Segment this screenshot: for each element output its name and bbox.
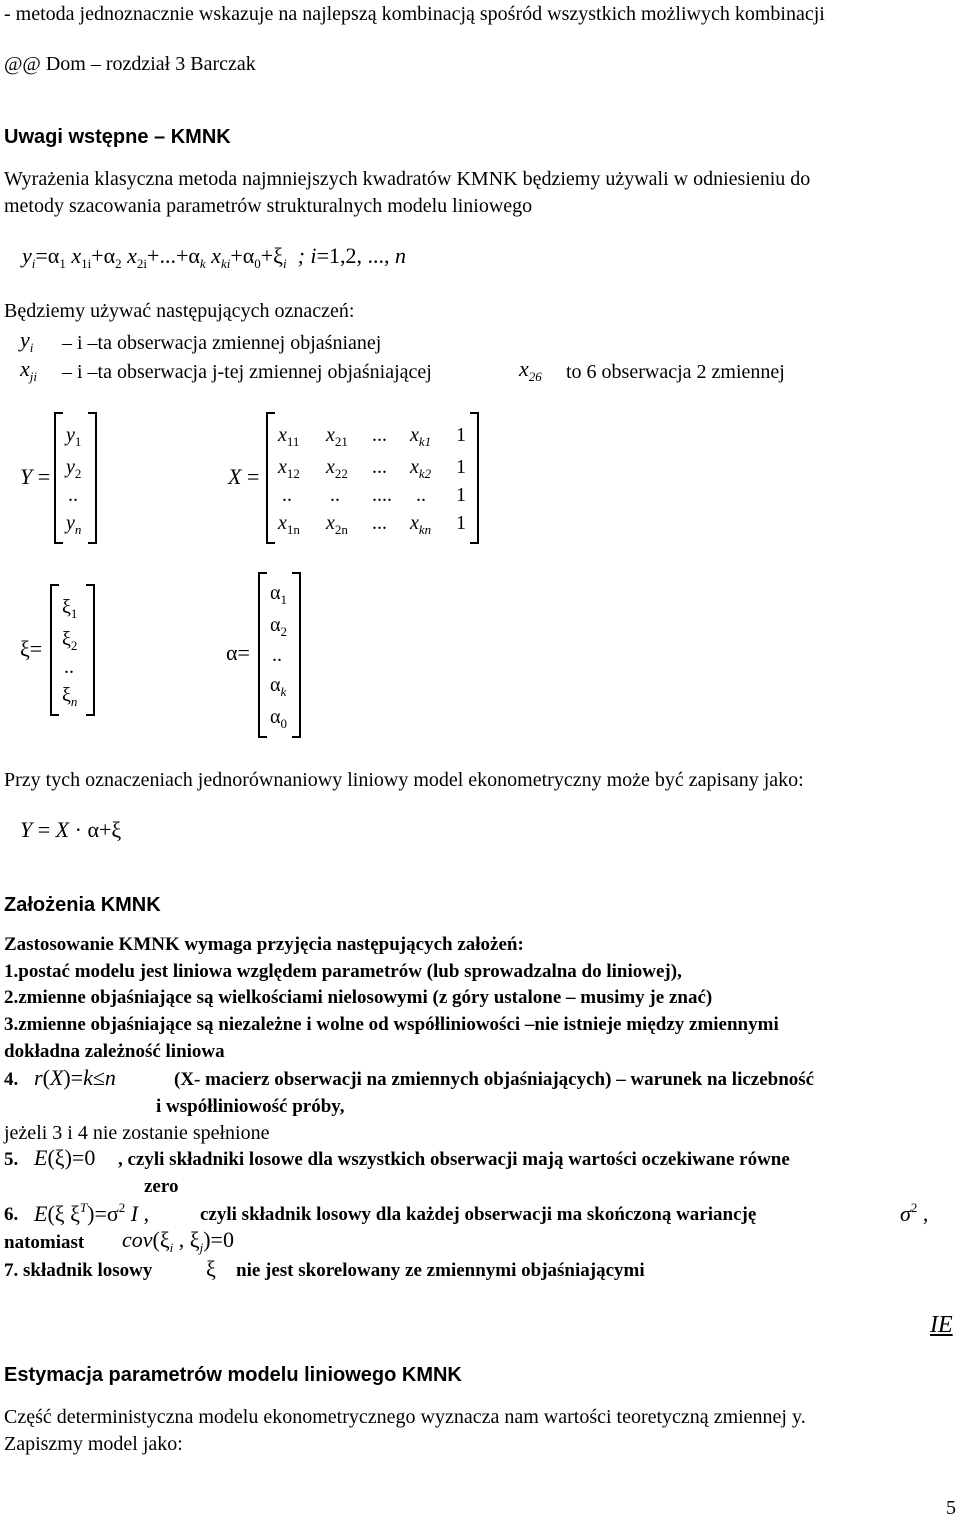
assumption-7: 7. składnik losowy	[4, 1260, 153, 1281]
expectation-formula: E(ξ)=0	[34, 1145, 96, 1170]
section-heading: Estymacja parametrów modelu liniowego KMNK	[4, 1364, 462, 1386]
paragraph-line: Zapiszmy model jako:	[4, 1433, 183, 1455]
assumption-1: 1.postać modelu jest liniowa względem parametrów (lub sprowadzalna do liniowej),	[4, 961, 682, 982]
section-heading: Uwagi wstępne – KMNK	[4, 126, 231, 148]
page-number: 5	[946, 1497, 956, 1519]
paragraph-line: Wyrażenia klasyczna metoda najmniejszych kwadratów KMNK będziemy używali w odniesieniu do	[4, 168, 811, 190]
assumption-4: (X- macierz obserwacji na zmiennych objaśniających) – warunek na liczebność	[174, 1069, 815, 1090]
assumption-3-cont: dokładna zależność liniowa	[4, 1041, 225, 1062]
text-line: - metoda jednoznacznie wskazuje na najlepszą kombinacją spośród wszystkich możliwych kombinacji	[4, 3, 825, 25]
paragraph-line: jeżeli 3 i 4 nie zostanie spełnione	[4, 1122, 270, 1144]
variance-formula: E(ξ $\xi^T)=\sigma^2$ I ,	[34, 1200, 150, 1226]
assumption-7-text: nie jest skorelowany ze zmiennymi objaśniającymi	[236, 1260, 645, 1281]
xi-symbol: ξ	[206, 1256, 216, 1281]
assumption-6-cont: natomiast	[4, 1232, 85, 1253]
symbol-x26: $x_{26}$	[519, 356, 542, 384]
matrix-model-equation: Y = X · α+ξ	[20, 817, 122, 842]
text-line: @@ Dom – rozdział 3 Barczak	[4, 53, 256, 75]
rank-formula: r(X)=k≤n	[34, 1065, 116, 1090]
notation-desc: to 6 obserwacja 2 zmiennej	[566, 361, 785, 383]
paragraph-line: metody szacowania parametrów strukturalnych modelu liniowego	[4, 195, 533, 217]
assumption-5: , czyli składniki losowe dla wszystkich obserwacji mają wartości oczekiwane równe	[118, 1149, 790, 1170]
assumption-2: 2.zmienne objaśniające są wielkościami nielosowymi (z góry ustalone – musimy je znać)	[4, 987, 713, 1008]
symbol-xji: $x_{ji}$	[20, 356, 37, 384]
assumption-5-cont: zero	[144, 1176, 179, 1197]
assumption-4-number: 4.	[4, 1069, 19, 1090]
notation-desc: – i –ta obserwacja zmiennej objaśnianej	[62, 332, 382, 354]
notation-desc: – i –ta obserwacja j-tej zmiennej objaśniającej	[62, 361, 432, 383]
section-heading: Założenia KMNK	[4, 894, 161, 916]
assumption-6: czyli składnik losowy dla każdej obserwacji ma skończoną wariancję	[200, 1204, 757, 1225]
paragraph-line: Część deterministyczna modelu ekonometrycznego wyznacza nam wartości teoretyczną zmiennej y.	[4, 1406, 806, 1428]
assumption-intro: Zastosowanie KMNK wymaga przyjęcia następujących założeń:	[4, 934, 524, 955]
paragraph-line: Będziemy używać następujących oznaczeń:	[4, 300, 355, 322]
paragraph-line: Przy tych oznaczeniach jednorównaniowy liniowy model ekonometryczny może być zapisany jako:	[4, 769, 804, 791]
assumption-3: 3.zmienne objaśniające są niezależne i wolne od współliniowości –nie istnieje między zmiennymi	[4, 1014, 779, 1035]
symbol-yi: $y_i$	[20, 327, 34, 355]
covariance-formula: $cov(\xi_i$ , $\xi_j)=0$	[122, 1227, 234, 1255]
model-equation: $y_i=\alpha_1$ $x_{1i}+\alpha_2$ $x_{2i}+...+\alpha_k$ $x_{ki}+\alpha_0+\xi_i$ ; i=1,2, ..., n	[22, 243, 406, 271]
assumption-6-number: 6.	[4, 1204, 19, 1225]
ie-link[interactable]: IE	[930, 1312, 953, 1338]
assumption-4-cont: i współliniowość próby,	[156, 1096, 345, 1117]
sigma-symbol: $\sigma^2$ ,	[900, 1200, 929, 1226]
assumption-5-number: 5.	[4, 1149, 19, 1170]
